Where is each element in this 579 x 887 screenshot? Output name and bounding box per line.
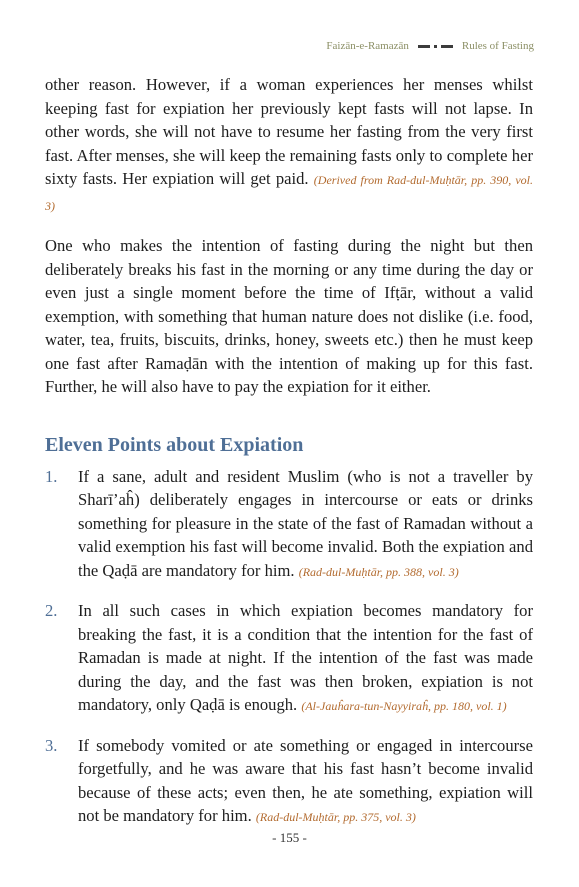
point-text: If a sane, adult and resident Muslim (who is not a traveller by Sharī’aĥ) deliberately engages in intercourse or eats or drinks something for pleasure in the state of the fast of Ramadan without a valid exemption his fast will become invalid. Both the expiation and the Qaḍā are mandatory for him. <box>78 466 533 580</box>
paragraph-text: One who makes the intention of fasting during the night but then deliberately breaks his fast in the morning or any time during the day or even just a single moment before the time of Ifṭār, without a valid exemption, with something that human nature does not dislike (i.e. food, water, tea, fruits, biscuits, drinks, honey, sweets etc.) then he must keep one fast after Ramaḍān with the intention of making up for this fast. Further, he will also have to pay the expiation for it either. <box>45 236 533 396</box>
expiation-points-list <box>45 465 533 830</box>
section-heading: Eleven Points about Expiation <box>45 433 304 456</box>
citation: (Derived from Rad-dul-Muḥtār, pp. 390, vol. 3) <box>45 173 533 213</box>
paragraph <box>45 234 533 399</box>
book-title: Faizān-e-Ramazān <box>326 40 409 52</box>
point-text: In all such cases in which expiation becomes mandatory for breaking the fast, it is a condition that the intention for the fast of Ramadan is made at night. If the intention of the fast was made during the day, and the fast was then broken, expiation is not mandatory, only Qaḍā is enough. <box>78 601 533 714</box>
paragraph <box>45 73 533 218</box>
citation: (Rad-dul-Muḥtār, pp. 375, vol. 3) <box>255 810 416 824</box>
page-body <box>45 73 533 845</box>
list-item-number: 1. <box>45 466 58 486</box>
page-number: - 155 - <box>272 830 307 845</box>
point-text: If somebody vomited or ate something or engaged in intercourse forgetfully, and he was aware that his fast hasn’t become invalid because of these acts; even then, he ate something, expiation will not be mandatory for him. <box>78 735 533 825</box>
list-item-number: 3. <box>45 735 58 755</box>
citation: (Rad-dul-Muḥtār, pp. 388, vol. 3) <box>298 564 459 579</box>
list-item-number: 2. <box>45 601 58 620</box>
list-item-text <box>78 734 533 830</box>
running-header <box>326 40 534 52</box>
list-item-text <box>78 599 533 719</box>
paragraph-text: other reason. However, if a woman experiences her menses whilst keeping fast for expiation her previously kept fasts will not lapse. In other words, she will not have to resume her fasting from the very first fast. After menses, she will keep the remaining fasts only to complete her sixty fasts. Her expiation will get paid. <box>45 75 533 188</box>
chapter-title: Rules of Fasting <box>461 40 534 52</box>
list-item <box>45 734 533 830</box>
list-item <box>45 599 533 719</box>
list-item <box>45 465 533 585</box>
list-item-text <box>78 465 533 585</box>
citation: (Al-Jauĥara-tun-Nayyiraĥ, pp. 180, vol. 1) <box>301 699 507 713</box>
header-separator-ornament <box>418 45 453 48</box>
